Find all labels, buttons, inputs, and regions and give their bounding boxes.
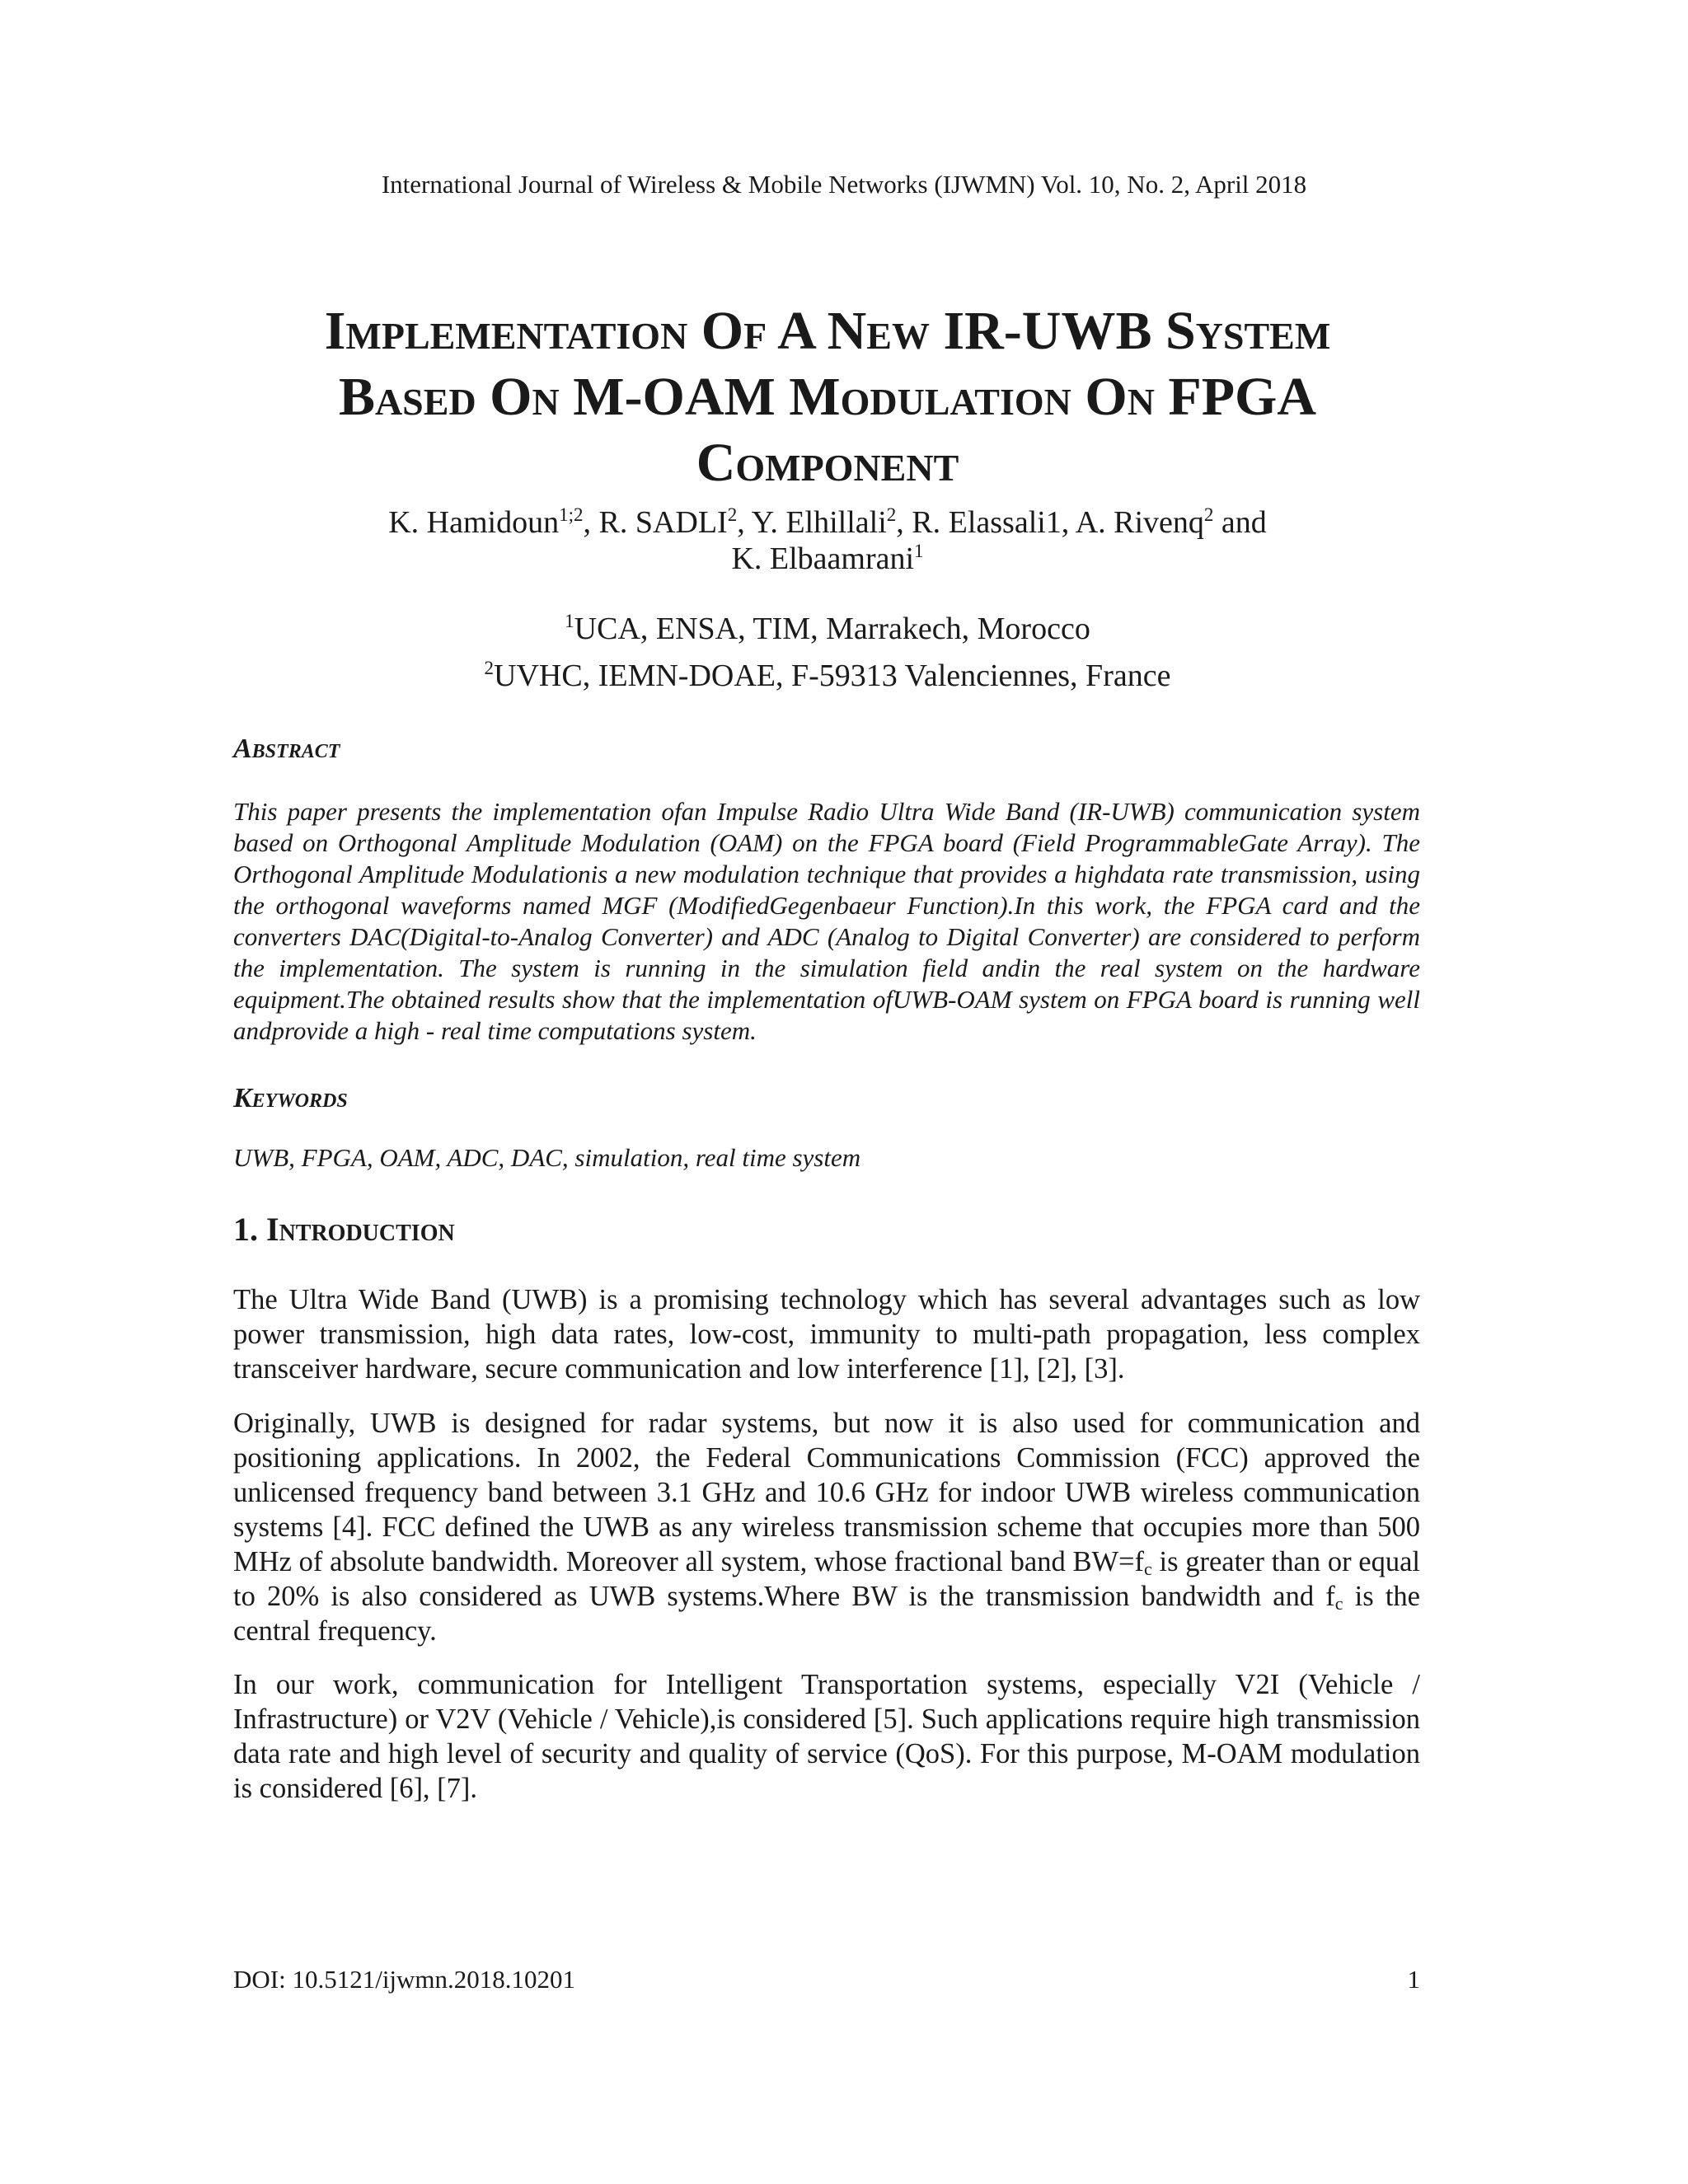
keywords-heading: Keywords [233,1083,348,1113]
author-name: K. Hamidoun [388,505,560,540]
title-line-3: Component [696,433,959,493]
author-line-2 [214,541,1441,577]
author-affiliation-mark: 1;2 [559,504,584,525]
intro-paragraph-3: In our work, communication for Intelligent Transportation systems, especially V2I (Vehicle / Infrastructure) or V2V (Vehicle / Vehicle),is considered [5]. Such applications require high transmission data rate and high level of security and quality of service (QoS). For this purpose, M-OAM modulation is considered [6], [7]. [233,1669,1420,1804]
abstract-text: This paper presents the implementation ofan Impulse Radio Ultra Wide Band (IR-UWB) communication system based on Orthogonal Amplitude Modulation (OAM) on the FPGA board (Field ProgrammableGate Array). The Orthogonal Amplitude Modulationis a new modulation technique that provides a highdata rate transmission, using the orthogonal waveforms named MGF (ModifiedGegenbaeur Function).In this work, the FPGA card and the converters DAC(Digital-to-Analog Converter) and ADC (Analog to Digital Converter) are considered to perform the implementation. The system is running in the simulation field andin the real system on the hardware equipment.The obtained results show that the implementation ofUWB-OAM system on FPGA board is running well andprovide a high - real time computations system. [233,797,1420,1045]
author-affiliation-mark: 2 [886,504,897,525]
author-affiliation-mark: 2 [727,504,738,525]
author-name: , Y. Elhillali [737,505,887,540]
abstract-heading: Abstract [233,733,340,764]
author-list [214,504,1441,577]
intro-paragraph-1: The Ultra Wide Band (UWB) is a promising technology which has several advantages such as low power transmission, high data rates, low-cost, immunity to multi-path propagation, less complex transceiver hardware, secure communication and low interference [1], [2], [3]. [233,1284,1420,1385]
intro-paragraph-2 [233,1406,1420,1648]
subscript: c [1334,1593,1343,1614]
subscript: c [1144,1558,1152,1579]
author-name: , R. Elassali1, A. Rivenq [896,505,1204,540]
running-header: International Journal of Wireless & Mobile Networks (IJWMN) Vol. 10, No. 2, April 2018 [381,170,1307,199]
author-affiliation-mark: 2 [1203,504,1214,525]
affiliation-1 [214,606,1441,653]
paragraph-text: Originally, UWB is designed for radar systems, but now it is also used for communication and positioning applications. In 2002, the Federal Communications Commission (FCC) approved the unlicensed frequency band between 3.1 GHz and 10.6 GHz for indoor UWB wireless communication systems [4]. FCC defined the UWB as any wireless transmission scheme that occupies more than 500 MHz of absolute bandwidth. Moreover all system, whose fractional band BW=f [233,1408,1420,1577]
keywords-text: UWB, FPGA, OAM, ADC, DAC, simulation, real time system [233,1143,861,1172]
affiliation-text: UCA, ENSA, TIM, Marrakech, Morocco [574,612,1090,646]
title-line-1: Implementation Of A New IR-UWB System [324,301,1331,361]
affiliation-text: UVHC, IEMN-DOAE, F-59313 Valenciennes, France [494,658,1171,693]
author-name: K. Elbaamrani [731,541,915,576]
author-affiliation-mark: 1 [914,541,924,561]
author-line-1 [214,504,1441,541]
affiliation-2 [214,653,1441,700]
author-name: , R. SADLI [583,505,728,540]
paragraph-text: is the central frequency. [233,1581,1420,1647]
paragraph-text: is greater than or equal to 20% is also considered as UWB systems.Where BW is the transmission bandwidth and f [233,1546,1420,1612]
introduction-heading: 1. Introduction [233,1211,455,1248]
affiliation-mark: 1 [565,611,574,631]
footer-doi: DOI: 10.5121/ijwmn.2018.10201 [233,1965,576,1994]
title-line-2: Based On M-OAM Modulation On FPGA [338,367,1317,427]
paper-title [214,298,1441,496]
affiliation-mark: 2 [484,658,495,678]
author-conjunction: and [1213,505,1267,540]
affiliation-list [214,606,1441,700]
page-number: 1 [1407,1965,1420,1994]
